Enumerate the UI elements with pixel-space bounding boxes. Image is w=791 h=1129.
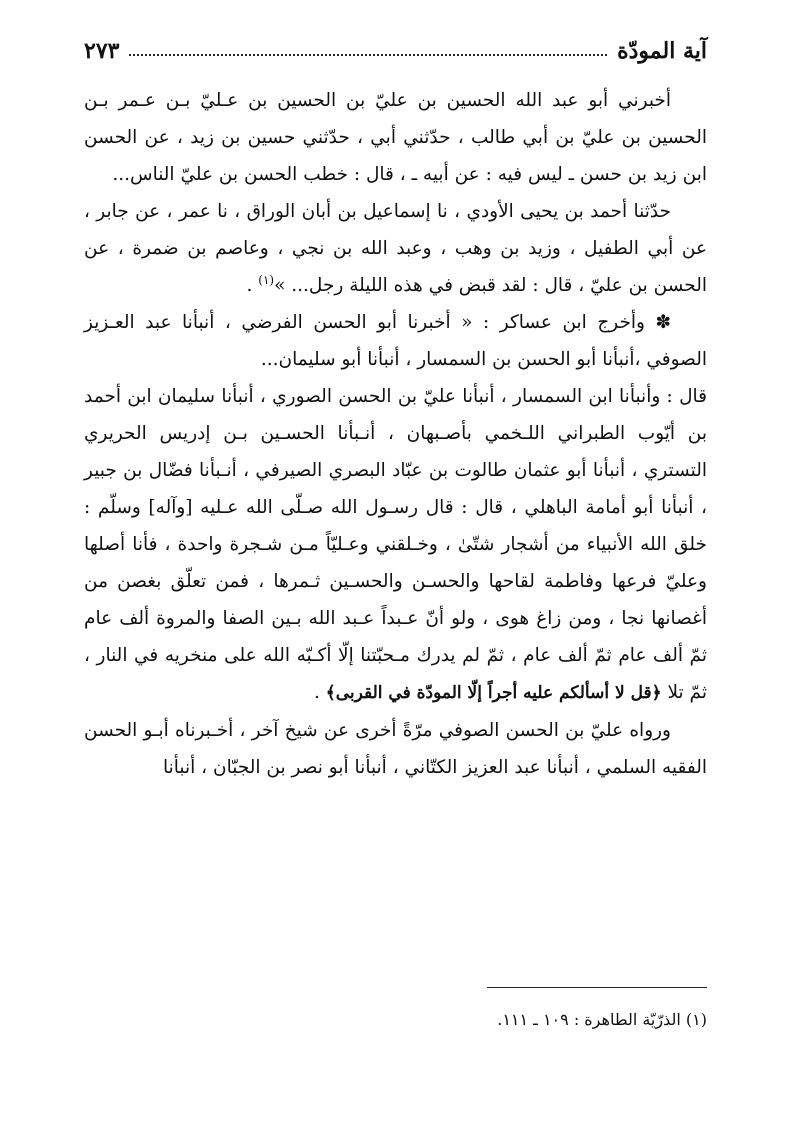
- paragraph-2: [84, 193, 707, 304]
- paragraph-2-text: حدّثنا أحمد بن يحيى الأودي ، نا إسماعيل بن أبان الوراق ، نا عمر ، عن جابر ، عن أبي الطفيل ، وزيد بن وهب ، وعبد الله بن نجي ، وعاصم بن ضمرة ، عن الحسن بن عليّ ، قال : لقد قبض في هذه الليلة رجل... »: [84, 201, 707, 296]
- sentence-end: .: [246, 275, 259, 296]
- leader-dots: [129, 52, 607, 56]
- quran-quote: ﴿قل لا أسألكم عليه أجراً إلّا المودّة في القربى﴾: [325, 683, 662, 703]
- running-header: [84, 24, 707, 64]
- footnote: (١) الذرّيّة الطاهرة : ١٠٩ ـ ١١١.: [497, 1010, 707, 1029]
- paragraph-1: أخبرني أبو عبد الله الحسين بن عليّ بن الحسين بن عـليّ بـن عـمر بـن الحسين بن عليّ بن أبي طالب ، حدّثني أبي ، حدّثني حسين بن زيد ، عن الحسن ابن زيد بن حسن ـ ليس فيه : عن أبيه ـ ، قال : خطب الحسن بن عليّ الناس...: [84, 90, 707, 185]
- chapter-title: آية المودّة: [617, 38, 707, 64]
- paragraph-4: [84, 378, 707, 712]
- sentence-end: .: [313, 682, 326, 703]
- footnote-marker: (١): [258, 272, 275, 287]
- footnote-divider: [487, 987, 707, 988]
- page-number: ٢٧٣: [84, 38, 120, 64]
- main-text: [84, 82, 707, 786]
- paragraph-3: ✽ وأخرج ابن عساكر : « أخبرنا أبو الحسن الفرضي ، أنبأنا عبد العـزيز الصوفي ،أنبأنا أبو الحسن بن السمسار ، أنبأنا أبو سليمان...: [84, 312, 707, 370]
- paragraph-4-text: قال : وأنبأنا ابن السمسار ، أنبأنا عليّ بن الحسن الصوري ، أنبأنا سليمان ابن أحمد بن أيّوب الطبراني اللـخمي بأصـبهان ، أنـبأنا الحسـين بـن إدريس الحريري التستري ، أنبأنا أبو عثمان طالوت بن عبّاد البصري الصيرفي ، أنـبأنا فضّال بن جبير ، أنبأنا أبو أمامة الباهلي ، قال : قال رسـول الله صـلّى الله عـليه [وآله] وسلّم : خلق الله الأنبياء من أشجار شتّىٰ ، وخـلقني وعـليّاً مـن شـجرة واحدة ، فأنا أصلها وعليّ فرعها وفاطمة لقاحها والحسـن والحسـين ثـمرها ، فمن تعلّق بغصن من أغصانها نجا ، ومن زاغ هوى ، ولو أنّ عـبداً عـبد الله بـين الصفا والمروة ألف عام ثمّ ألف عام ثمّ ألف عام ، ثمّ لم يدرك مـحبّتنا إلّا أكـبّه الله على منخريه في النار ، ثمّ تلا: [84, 386, 707, 703]
- paragraph-5: ورواه عليّ بن الحسن الصوفي مرّةً أخرى عن شيخ آخر ، أخـبرناه أبـو الحسن الفقيه السلمي ، أنبأنا عبد العزيز الكتّاني ، أنبأنا أبو نصر بن الجبّان ، أنبأنا: [84, 720, 707, 778]
